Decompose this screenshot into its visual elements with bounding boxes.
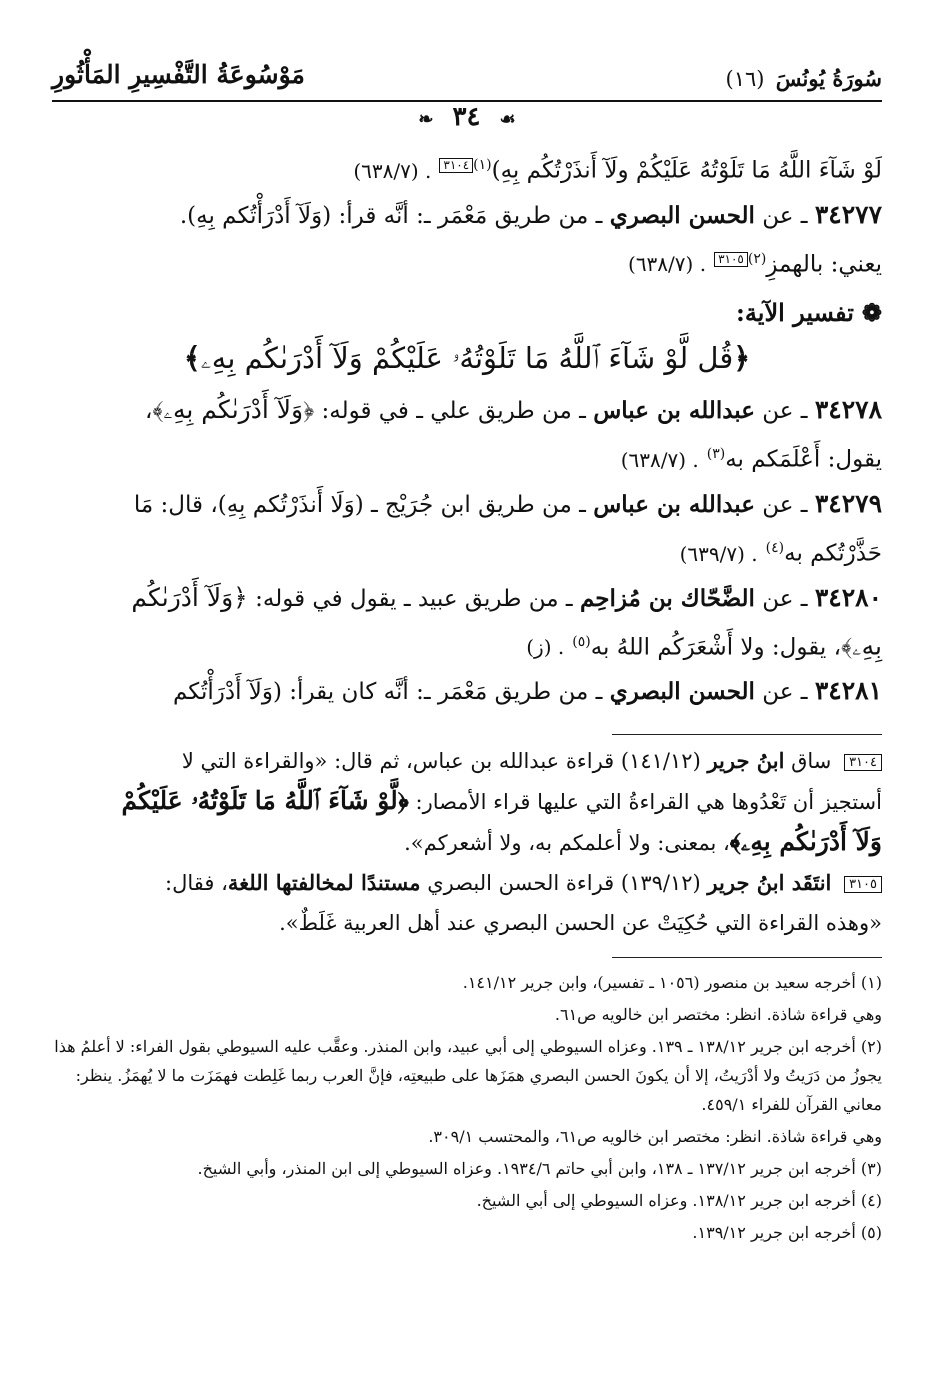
commentary-ref: ٣١٠٤ [439, 158, 473, 173]
commentary-text: «وهذه القراءة التي حُكِيَتْ عن الحسن البصري عند أهل العربية غَلَطٌ». [279, 911, 882, 936]
volume-ref: . (ز) [526, 635, 565, 660]
commentary-emphasis: مستندًا لمخالفتها اللغة [227, 870, 421, 896]
report-text: حَذَّرْتُكم به [784, 540, 882, 567]
footnote-item: وهي قراءة شاذة. انظر: مختصر ابن خالويه ص٦١، والمحتسب ٣٠٩/١. [428, 1127, 882, 1147]
report-text: ـ من طريق مَعْمَر ـ: أنَّه قرأ: (وَلَآ أَدْرَأْتُكم بِهِ). [179, 202, 610, 229]
commentary-text [831, 871, 838, 895]
report-34281 [52, 669, 882, 714]
volume-ref: . (٦٣٨/٧) [620, 447, 699, 472]
running-header [52, 58, 882, 102]
report-34280 [52, 576, 882, 670]
commentary-block [52, 741, 882, 943]
commentary-separator [612, 734, 882, 735]
narrator-name: الحسن البصري [609, 678, 755, 706]
commentary-text: أستجيز أن تَعْدُوها هي القراءةُ التي عليها قراء الأمصار: [408, 790, 882, 815]
commentary-author: ابنُ جرير [707, 748, 785, 774]
commentary-text: ساق [784, 749, 839, 774]
commentary-text: (١٤١/١٢) قراءة عبدالله بن عباس، ثم قال: «والقراءة التي لا [181, 749, 708, 774]
intro-text: لَوْ شَآءَ اللَّهُ مَا تَلَوْتُهُ عَلَيْكُمْ ولَآ أَنذَرْتُكُم بِهِ) [491, 157, 882, 184]
footnotes [52, 968, 882, 1247]
ornament-right-icon: ☙ [499, 109, 516, 130]
footnote-item: (٤) أخرجه ابن جرير ١٣٨/١٢. وعزاه السيوطي إلى أبي الشيخ. [476, 1191, 882, 1211]
report-34279 [52, 482, 882, 576]
footnote-item: (٢) أخرجه ابن جرير ١٣٨/١٢ ـ ١٣٩. وعزاه السيوطي إلى أبي عبيد، وابن المنذر. وعقَّب عليه السيوطي بقول الفراء: لا أعلمُ هذا يجوزُ من دَرَيتُ ولا أدْرَيتُ، إلا أن يكونَ الحسن البصري همَزَها على طبيعتِه، فإنَّ العرب ربما غَلِطت فهمَزَت ما لا يُهمَزُ. ينظر: معاني القرآن للفراء ٤٥٩/١. [54, 1037, 882, 1115]
intro-line [52, 144, 882, 193]
volume-ref: . (٦٣٨/٧) [353, 158, 432, 183]
commentary-text: ، فقال: [165, 871, 228, 896]
footnote-marker: (١) [473, 157, 492, 173]
surah-name: سُورَةُ يُونُسَ [775, 66, 882, 91]
commentary-number: ٣١٠٤ [844, 754, 882, 771]
section-title: تفسير الآية: [736, 298, 854, 328]
report-text: ـ عن [754, 398, 815, 425]
page [52, 58, 882, 1243]
quran-quote: وَلَآ أَدْرَىٰكُم بِهِۦ﴾ [729, 827, 882, 857]
ornament-left-icon: ❧ [418, 109, 434, 130]
page-number-row [52, 102, 882, 132]
report-number: ٣٤٢٨١ [814, 676, 882, 706]
report-text: ـ عن [754, 491, 815, 518]
commentary-number: ٣١٠٥ [844, 876, 882, 893]
commentary-author: انتَقَد ابنُ جرير [707, 870, 832, 896]
report-text: يقول: أَعْلَمَكم به [725, 446, 882, 473]
footnote-marker: (٢) [747, 250, 767, 267]
footnote-item: وهي قراءة شاذة. انظر: مختصر ابن خالويه ص٦١. [554, 1005, 882, 1025]
report-text: ـ عن [754, 585, 815, 612]
report-text: ـ عن [754, 202, 815, 229]
footnote-marker: (٣) [706, 446, 726, 463]
footnote-item: (١) أخرجه سعيد بن منصور (١٠٥٦ ـ تفسير)، وابن جرير ١٤١/١٢. [462, 973, 882, 993]
commentary-text: (١٣٩/١٢) قراءة الحسن البصري [420, 871, 708, 896]
footnote-item: (٥) أخرجه ابن جرير ١٣٩/١٢. [692, 1223, 882, 1243]
footnote-item: (٣) أخرجه ابن جرير ١٣٧/١٢ ـ ١٣٨، وابن أبي حاتم ١٩٣٤/٦. وعزاه السيوطي إلى ابن المنذر، وأبي الشيخ. [197, 1159, 882, 1179]
page-number: ٣٤ [452, 102, 481, 132]
book-title: مَوْسُوعَةُ التَّفْسِيرِ المَأْثُورِ [52, 60, 305, 89]
commentary-ref: ٣١٠٥ [714, 252, 748, 267]
report-34278 [52, 388, 882, 482]
volume-ref: . (٦٣٨/٧) [628, 252, 707, 277]
narrator-name: الضَّحّاك بن مُزاحِم [579, 584, 755, 612]
report-number: ٣٤٢٧٧ [814, 199, 882, 229]
volume-ref: . (٦٣٩/٧) [679, 541, 758, 566]
report-number: ٣٤٢٧٨ [814, 395, 882, 425]
ayah-body: قُل لَّوْ شَآءَ ٱللَّهُ مَا تَلَوْتُهُۥ عَلَيْكُمْ وَلَآ أَدْرَىٰكُم بِهِۦ [200, 341, 734, 376]
surah-title [726, 66, 883, 91]
commentary-text: ، بمعنى: ولا أعلمكم به، ولا أشعركم». [404, 831, 730, 856]
quran-quote: ﴿وَلَآ أَدْرَىٰكُم بِهِۦ﴾ [152, 395, 315, 425]
footnote-marker: (٥) [572, 633, 591, 650]
ayah-text [52, 341, 882, 376]
quran-bracket-close: ﴾ [183, 341, 201, 376]
report-text: ، [144, 398, 153, 425]
flower-icon: ❁ [861, 298, 882, 328]
report-text: ـ من طريق ابن جُرَيْج ـ (وَلَا أَنذَرْتُكم بِهِ)، قال: مَا [133, 491, 594, 518]
report-text: ـ من طريق علي ـ في قوله: [314, 398, 594, 425]
report-number: ٣٤٢٧٩ [814, 488, 882, 518]
report-number: ٣٤٢٨٠ [814, 582, 882, 612]
report-text: يعني: بالهمزِ [766, 251, 882, 278]
surah-number: (١٦) [725, 67, 765, 91]
narrator-name: عبدالله بن عباس [593, 397, 755, 425]
quran-quote: بِهِۦ﴾ [841, 631, 882, 661]
section-heading [52, 298, 882, 327]
report-text: ، يقول: ولا أَشْعَرَكُم اللهُ به [590, 634, 842, 661]
report-text: ـ عن [754, 679, 815, 706]
footnote-marker: (٤) [765, 539, 785, 556]
footnotes-separator [612, 957, 882, 958]
quran-quote: ﴿وَلَآ أَدْرَىٰكُم [131, 582, 248, 612]
main-content [52, 144, 882, 1250]
narrator-name: عبدالله بن عباس [593, 490, 755, 518]
report-text: ـ من طريق عبيد ـ يقول في قوله: [247, 585, 580, 612]
quran-quote: ﴿لَّوْ شَآءَ ٱللَّهُ مَا تَلَوْتُهُۥ عَلَيْكُمْ [121, 786, 409, 816]
narrator-name: الحسن البصري [609, 201, 755, 229]
report-34277 [52, 193, 882, 287]
quran-bracket-open: ﴿ [733, 341, 751, 376]
report-text: ـ من طريق مَعْمَر ـ: أنَّه كان يقرأ: (وَلَآ أَدْرَأْتُكم [172, 679, 610, 706]
